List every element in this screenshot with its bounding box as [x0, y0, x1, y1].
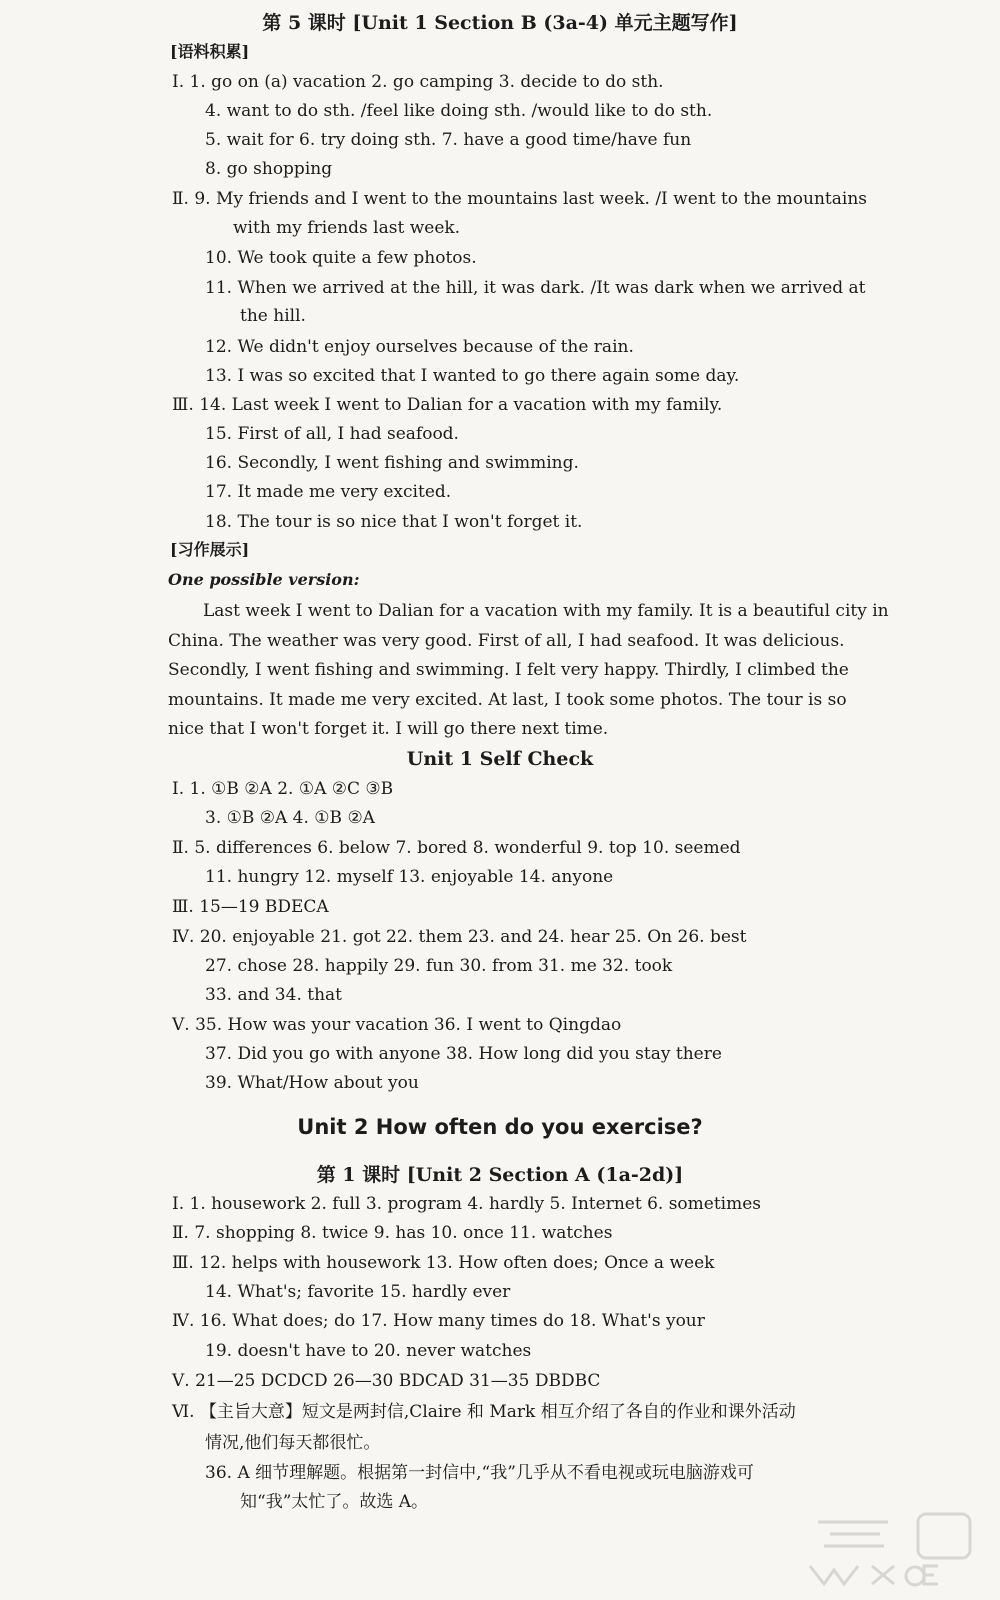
- version-label: One possible version:: [168, 570, 360, 589]
- answer-line: 11. When we arrived at the hill, it was dark. /It was dark when we arrived at: [205, 278, 866, 298]
- answer-line: 19. doesn't have to 20. never watches: [205, 1341, 532, 1361]
- answer-line: 17. It made me very excited.: [205, 482, 452, 502]
- essay-line: nice that I won't forget it. I will go there next time.: [168, 719, 609, 739]
- section-corpus-heading: [语料积累]: [170, 42, 250, 61]
- answer-line: Ⅱ. 9. My friends and I went to the mountains last week. /I went to the mountains: [172, 189, 868, 209]
- self-check-title: Unit 1 Self Check: [406, 748, 594, 770]
- answer-line: Ⅳ. 20. enjoyable 21. got 22. them 23. and 24. hear 25. On 26. best: [172, 927, 747, 947]
- answer-line: 13. I was so excited that I wanted to go there again some day.: [205, 366, 740, 386]
- watermark-logo: [800, 1510, 980, 1590]
- answer-line: Ⅲ. 14. Last week I went to Dalian for a vacation with my family.: [172, 395, 723, 415]
- answer-line: Ⅰ. 1. go on (a) vacation 2. go camping 3. decide to do sth.: [172, 72, 664, 92]
- answer-line: 5. wait for 6. try doing sth. 7. have a good time/have fun: [205, 130, 692, 150]
- answer-line: Ⅵ. 【主旨大意】短文是两封信,Claire 和 Mark 相互介绍了各自的作业和课外活动: [172, 1402, 796, 1422]
- answer-line: 39. What/How about you: [205, 1073, 419, 1093]
- answer-line: 12. We didn't enjoy ourselves because of the rain.: [205, 337, 634, 357]
- answer-line: 15. First of all, I had seafood.: [205, 424, 459, 444]
- unit2-lesson1-title: 第 1 课时 [Unit 2 Section A (1a-2d)]: [316, 1164, 684, 1186]
- answer-line: Ⅱ. 7. shopping 8. twice 9. has 10. once 11. watches: [172, 1223, 613, 1243]
- lesson5-title: 第 5 课时 [Unit 1 Section B (3a-4) 单元主题写作]: [262, 12, 738, 34]
- essay-line: Last week I went to Dalian for a vacation with my family. It is a beautiful city in: [203, 601, 889, 621]
- answer-line: 18. The tour is so nice that I won't forget it.: [205, 512, 583, 532]
- answer-line: 14. What's; favorite 15. hardly ever: [205, 1282, 511, 1302]
- essay-line: China. The weather was very good. First of all, I had seafood. It was delicious.: [168, 631, 845, 651]
- answer-line: Ⅳ. 16. What does; do 17. How many times do 18. What's your: [172, 1311, 705, 1331]
- answer-line: Ⅱ. 5. differences 6. below 7. bored 8. wonderful 9. top 10. seemed: [172, 838, 741, 858]
- essay-line: mountains. It made me very excited. At last, I took some photos. The tour is so: [168, 690, 847, 710]
- answer-line: 10. We took quite a few photos.: [205, 248, 477, 268]
- answer-line: 16. Secondly, I went fishing and swimming.: [205, 453, 579, 473]
- answer-line: Ⅰ. 1. housework 2. full 3. program 4. hardly 5. Internet 6. sometimes: [172, 1194, 762, 1214]
- answer-line: 37. Did you go with anyone 38. How long did you stay there: [205, 1044, 722, 1064]
- answer-line: Ⅴ. 35. How was your vacation 36. I went to Qingdao: [172, 1015, 622, 1035]
- answer-line: Ⅲ. 12. helps with housework 13. How often does; Once a week: [172, 1253, 715, 1273]
- answer-line: 27. chose 28. happily 29. fun 30. from 31. me 32. took: [205, 956, 673, 976]
- answer-line: Ⅲ. 15—19 BDECA: [172, 897, 329, 917]
- answer-line: the hill.: [240, 306, 306, 326]
- answer-line: 8. go shopping: [205, 159, 333, 179]
- answer-line: 4. want to do sth. /feel like doing sth. /would like to do sth.: [205, 101, 713, 121]
- answer-line: 情况,他们每天都很忙。: [205, 1433, 381, 1453]
- answer-line: 36. A 细节理解题。根据第一封信中,“我”几乎从不看电视或玩电脑游戏可: [205, 1463, 754, 1483]
- answer-line: 33. and 34. that: [205, 985, 342, 1005]
- essay-line: Secondly, I went fishing and swimming. I felt very happy. Thirdly, I climbed the: [168, 660, 849, 680]
- answer-line: 知“我”太忙了。故选 A。: [240, 1492, 429, 1512]
- answer-line: 11. hungry 12. myself 13. enjoyable 14. anyone: [205, 867, 614, 887]
- answer-line: Ⅰ. 1. ①B ②A 2. ①A ②C ③B: [172, 779, 394, 799]
- answer-line: Ⅴ. 21—25 DCDCD 26—30 BDCAD 31—35 DBDBC: [172, 1371, 601, 1391]
- section-writing-heading: [习作展示]: [170, 540, 250, 559]
- answer-line: with my friends last week.: [233, 218, 461, 238]
- unit2-title: Unit 2 How often do you exercise?: [297, 1115, 703, 1139]
- answer-line: 3. ①B ②A 4. ①B ②A: [205, 808, 375, 828]
